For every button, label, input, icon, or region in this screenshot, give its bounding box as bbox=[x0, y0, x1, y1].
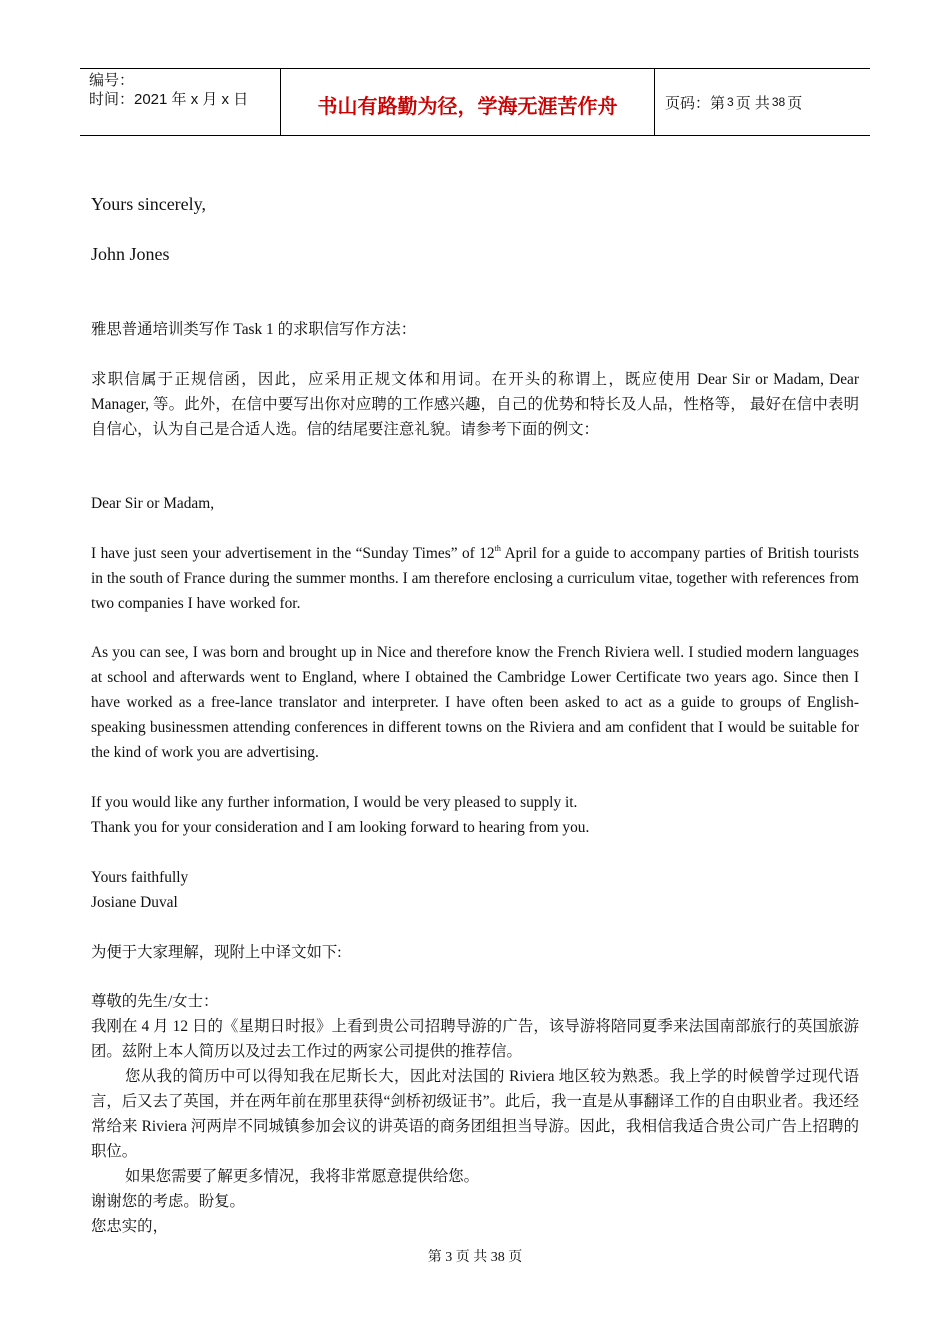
page-suffix: 页 bbox=[787, 94, 803, 112]
header-page-indicator bbox=[655, 69, 870, 135]
letter2-p1-sup: th bbox=[494, 544, 501, 553]
translation-intro: 为便于大家理解，现附上中译文如下: bbox=[91, 944, 342, 961]
page-mid: 页 共 bbox=[735, 94, 770, 112]
translation-paragraph-3: 如果您需要了解更多情况，我将非常愿意提供给您。 bbox=[125, 1168, 479, 1185]
method-body: 求职信属于正规信函，因此，应采用正规文体和用词。在开头的称谓上，既应使用 Dear Sir or Madam, Dear Manager, 等。此外，在信中要写出你对应聘的工作感兴趣，自己的优势和特长及人品，性格等， 最好在信中表明自信心，认为自己是合适人选。信的结尾要注意礼貌。请参考下面的例文： bbox=[91, 371, 859, 438]
page-current: 3 bbox=[727, 95, 734, 109]
letter2-paragraph-3a: If you would like any further information, I would be very pleased to supply it. bbox=[91, 794, 578, 811]
letter2-paragraph-1 bbox=[91, 541, 859, 616]
translation-salutation: 尊敬的先生/女士： bbox=[91, 993, 219, 1010]
page-total: 38 bbox=[771, 95, 786, 109]
page-header bbox=[80, 68, 870, 136]
letter2-closing: Yours faithfully bbox=[91, 869, 189, 886]
translation-paragraph-1: 我刚在 4 月 12 日的《星期日时报》上看到贵公司招聘导游的广告，该导游将陪同夏季来法国南部旅行的英国旅游团。兹附上本人简历以及过去工作过的两家公司提供的推荐信。 bbox=[91, 1018, 859, 1060]
letter2-signature: Josiane Duval bbox=[91, 894, 178, 911]
translation-closing: 您忠实的， bbox=[91, 1218, 168, 1235]
header-motto: 书山有路勤为径，学海无涯苦作舟 bbox=[281, 69, 655, 135]
letter2-paragraph-3b: Thank you for your consideration and I am looking forward to hearing from you. bbox=[91, 819, 590, 836]
document-date: 时间：2021 年 x 月 x 日 bbox=[89, 91, 249, 108]
letter1-closing: Yours sincerely, bbox=[91, 194, 206, 214]
letter1-signature: John Jones bbox=[91, 244, 170, 264]
page-prefix: 页码：第 bbox=[665, 94, 726, 112]
translation-paragraph-2: 您从我的简历中可以得知我在尼斯长大，因此对法国的 Riviera 地区较为熟悉。我上学的时候曾学过现代语言，后又去了英国，并在两年前在那里获得“剑桥初级证书”。此后，我一直是从事翻译工作的自由职业者。我还经常给来 Riviera 河两岸不同城镇参加会议的讲英语的商务团组担当导游。因此，我相信我适合贵公司广告上招聘的职位。 bbox=[91, 1068, 859, 1160]
document-number-label: 编号： bbox=[89, 72, 135, 89]
letter2-p1-before: I have just seen your advertisement in the “Sunday Times” of 12 bbox=[91, 545, 495, 562]
page-footer: 第 3 页 共 38 页 bbox=[427, 1250, 523, 1265]
method-title: 雅思普通培训类写作 Task 1 的求职信写作方法： bbox=[91, 321, 417, 338]
letter2-paragraph-2: As you can see, I was born and brought up in Nice and therefore know the French Riviera well. I studied modern languages at school and afterwards went to England, where I obtained the Cambridge Lower Certificate two years ago. Since then I have worked as a free-lance translator and interpreter. I have often been asked to act as a guide to groups of English-speaking businessmen attending conferences in different towns on the Riviera and am confident that I would be suitable for the kind of work you are advertising. bbox=[91, 644, 859, 761]
translation-thanks: 谢谢您的考虑。盼复。 bbox=[91, 1193, 245, 1210]
header-meta bbox=[80, 69, 281, 135]
letter2-p1-after: April for a guide to accompany parties of British tourists in the south of France during the summer months. I am therefore enclosing a curriculum vitae, together with references from two companies I have worked for. bbox=[91, 545, 859, 612]
letter2-salutation: Dear Sir or Madam, bbox=[91, 495, 215, 512]
